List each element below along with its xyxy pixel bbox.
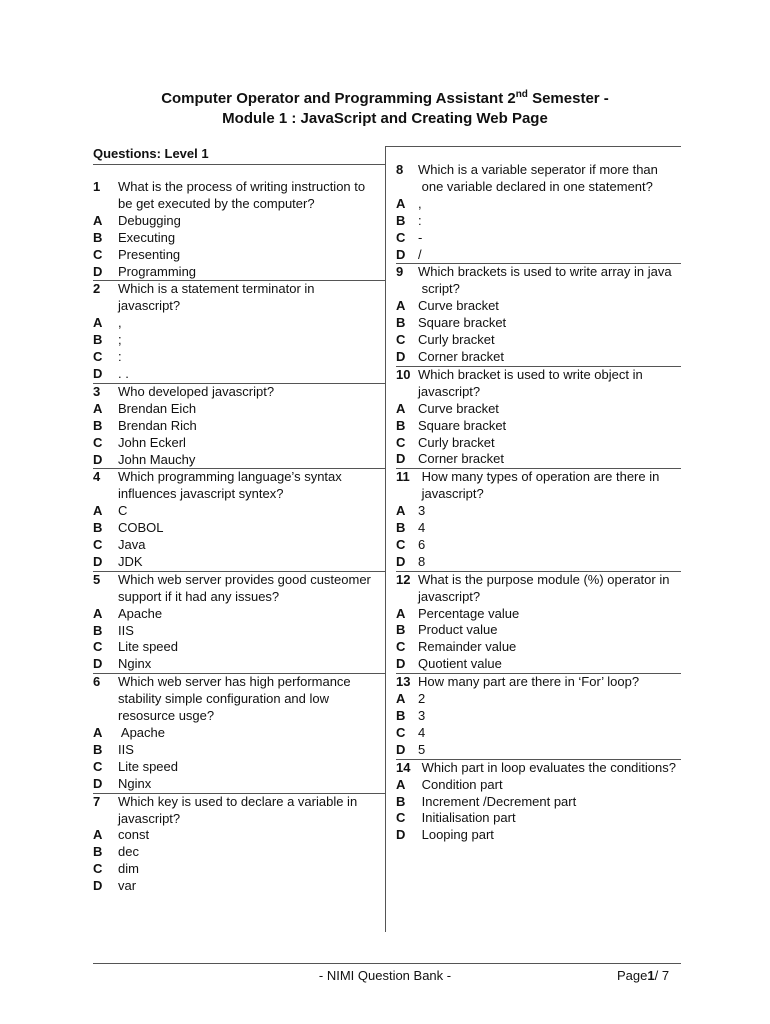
option-letter: B	[396, 708, 406, 723]
option-text: 3	[418, 503, 426, 519]
option-text: :	[118, 349, 122, 365]
answer-option	[396, 247, 681, 264]
question-text: one variable declared in one statement?	[418, 178, 653, 194]
footer-text: - NIMI Question Bank -	[318, 968, 452, 983]
question-number: 13	[396, 674, 411, 690]
option-text: Nginx	[118, 656, 152, 672]
option-text: 4	[418, 724, 426, 740]
question-number	[93, 811, 118, 828]
option-text: Nginx	[118, 775, 152, 791]
answer-option	[396, 520, 681, 537]
column-divider	[385, 146, 386, 932]
question-number	[93, 298, 118, 315]
option-letter: C	[93, 246, 103, 262]
option-text: Curly bracket	[418, 434, 495, 450]
question-text: How many part are there in ‘For’ loop?	[418, 674, 640, 690]
option-text: Corner bracket	[418, 348, 504, 364]
question-number: 14	[396, 759, 411, 775]
answer-option	[396, 349, 681, 366]
answer-option	[396, 810, 681, 827]
answer-option	[93, 776, 385, 793]
option-letter: A	[93, 827, 103, 843]
question-text: be get executed by the computer?	[118, 195, 315, 211]
option-letter: B	[93, 622, 103, 638]
option-letter: C	[93, 434, 103, 450]
question-text: stability simple configuration and low	[118, 691, 329, 707]
answer-option	[396, 639, 681, 656]
question-number: 7	[93, 793, 101, 809]
question-row	[396, 469, 681, 486]
option-letter: B	[396, 315, 406, 331]
option-letter: D	[396, 656, 406, 672]
option-letter: A	[396, 776, 406, 792]
answer-option	[93, 725, 385, 742]
option-text: Lite speed	[118, 639, 178, 655]
option-letter: D	[93, 553, 103, 569]
option-text: John Mauchy	[118, 451, 196, 467]
answer-option	[93, 366, 385, 383]
answer-option	[396, 418, 681, 435]
option-letter: D	[93, 263, 103, 279]
answer-option	[396, 196, 681, 213]
question-number	[93, 708, 118, 725]
option-letter: A	[396, 195, 406, 211]
option-letter: B	[396, 793, 406, 809]
option-text: Lite speed	[118, 758, 178, 774]
option-letter: A	[93, 605, 103, 621]
option-letter: A	[396, 691, 406, 707]
answer-option	[93, 247, 385, 264]
question-text: Which key is used to declare a variable in	[118, 793, 358, 809]
option-letter: C	[93, 537, 103, 553]
question-text: How many types of operation are there in	[418, 469, 660, 485]
option-letter: C	[396, 434, 406, 450]
question-number: 8	[396, 162, 404, 177]
option-text: Quotient value	[418, 656, 502, 672]
option-text: 8	[418, 553, 426, 569]
answer-option	[396, 827, 681, 844]
option-text: 6	[418, 536, 426, 552]
answer-option	[93, 878, 385, 895]
question-row	[396, 264, 681, 281]
option-letter: A	[93, 400, 103, 416]
question-text: support if it had any issues?	[118, 588, 280, 604]
option-text: IIS	[118, 622, 134, 638]
option-letter: A	[93, 212, 103, 228]
question-row	[93, 674, 385, 691]
question-number: 3	[93, 383, 101, 399]
option-text: John Eckerl	[118, 434, 186, 450]
question-block	[396, 263, 681, 365]
option-text: Brendan Rich	[118, 417, 197, 433]
option-letter: C	[396, 536, 406, 552]
option-letter: C	[93, 861, 103, 877]
option-text: Condition part	[418, 776, 503, 792]
question-block	[93, 793, 385, 895]
question-number: 1	[93, 179, 101, 194]
option-text: 5	[418, 741, 426, 757]
answer-option	[396, 656, 681, 673]
answer-option	[93, 656, 385, 673]
option-text: Initialisation part	[418, 810, 516, 826]
option-text: Looping part	[418, 827, 494, 843]
question-block	[93, 280, 385, 382]
answer-option	[396, 230, 681, 247]
question-row	[396, 179, 681, 196]
option-letter: D	[396, 246, 406, 262]
answer-option	[396, 435, 681, 452]
answer-option	[93, 742, 385, 759]
question-text: Which is a statement terminator in	[118, 281, 315, 297]
question-block	[93, 383, 385, 469]
option-text: Executing	[118, 229, 176, 245]
option-letter: C	[396, 810, 406, 826]
title-text: Computer Operator and Programming Assistant 2	[161, 90, 516, 107]
question-text: javascript?	[118, 810, 181, 826]
option-text: Apache	[118, 725, 165, 740]
option-letter: C	[396, 724, 406, 740]
option-text: ;	[118, 332, 122, 348]
option-letter: A	[396, 400, 406, 416]
option-text: Percentage value	[418, 605, 520, 621]
answer-option	[93, 418, 385, 435]
option-text: /	[418, 246, 422, 262]
answer-option	[93, 401, 385, 418]
question-text: Which bracket is used to write object in	[418, 366, 643, 382]
question-text: javascript?	[418, 588, 481, 604]
question-text: Which programming language’s syntax	[118, 469, 342, 485]
answer-option	[396, 777, 681, 794]
option-letter: D	[93, 775, 103, 791]
option-letter: B	[396, 622, 406, 638]
option-letter: B	[93, 741, 103, 757]
question-text: javascript?	[418, 486, 484, 502]
question-text: javascript?	[118, 298, 181, 314]
answer-option	[396, 708, 681, 725]
answer-option	[396, 213, 681, 230]
option-letter: B	[93, 844, 103, 860]
answer-option	[396, 298, 681, 315]
answer-option	[93, 435, 385, 452]
title-superscript: nd	[515, 89, 528, 100]
question-block	[93, 468, 385, 570]
question-row	[93, 196, 385, 213]
option-letter: A	[396, 298, 406, 314]
question-row	[93, 179, 385, 196]
answer-option	[93, 606, 385, 623]
question-row	[93, 811, 385, 828]
option-letter: D	[396, 451, 406, 467]
option-text: Square bracket	[418, 315, 507, 331]
answer-option	[93, 332, 385, 349]
question-text: Which brackets is used to write array in java	[418, 264, 672, 280]
answer-option	[93, 452, 385, 469]
question-block	[396, 162, 681, 263]
question-row	[93, 794, 385, 811]
answer-option	[396, 622, 681, 639]
option-letter: A	[93, 503, 103, 519]
option-letter: A	[93, 315, 103, 331]
question-block	[93, 673, 385, 792]
option-letter: D	[396, 348, 406, 364]
question-block	[396, 366, 681, 468]
answer-option	[93, 349, 385, 366]
option-text: Curve bracket	[418, 400, 499, 416]
answer-option	[396, 606, 681, 623]
page-number	[617, 968, 669, 983]
option-text: Presenting	[118, 246, 181, 262]
option-letter: C	[396, 229, 406, 245]
question-number	[93, 486, 118, 503]
answer-option	[93, 537, 385, 554]
option-letter: C	[396, 332, 406, 348]
question-number	[396, 281, 418, 298]
option-text: 2	[418, 691, 426, 707]
question-number	[396, 486, 418, 503]
question-number	[93, 589, 118, 606]
question-row	[93, 298, 385, 315]
option-letter: B	[396, 212, 406, 228]
answer-option	[93, 827, 385, 844]
answer-option	[93, 639, 385, 656]
option-letter: A	[396, 503, 406, 519]
question-text: Which web server provides good custeomer	[118, 571, 371, 587]
question-text: resosurce usge?	[118, 708, 215, 724]
question-number: 12	[396, 571, 411, 587]
option-letter: C	[93, 639, 103, 655]
page-current: 1	[647, 968, 655, 983]
question-number: 4	[93, 469, 101, 485]
answer-option	[93, 264, 385, 281]
question-text: What is the purpose module (%) operator in	[418, 571, 670, 587]
option-letter: D	[396, 741, 406, 757]
question-text: Which part in loop evaluates the conditions?	[418, 759, 676, 775]
answer-option	[396, 742, 681, 759]
question-row	[396, 486, 681, 503]
question-text: What is the process of writing instruction to	[118, 179, 366, 194]
option-text: Increment /Decrement part	[418, 793, 577, 809]
question-number	[396, 179, 418, 196]
option-letter: D	[93, 878, 103, 894]
option-text: Curve bracket	[418, 298, 499, 314]
option-text: dim	[118, 861, 139, 877]
answer-option	[93, 623, 385, 640]
question-number: 11	[396, 469, 410, 485]
option-text: C	[118, 503, 128, 519]
option-text: ,	[118, 315, 122, 331]
footer-rule	[93, 963, 681, 964]
option-letter: D	[396, 553, 406, 569]
question-number	[396, 384, 418, 401]
option-letter: D	[396, 827, 406, 843]
question-row	[93, 281, 385, 298]
question-row	[396, 281, 681, 298]
option-letter: B	[93, 332, 103, 348]
option-text: Square bracket	[418, 417, 507, 433]
option-text: . .	[118, 365, 129, 381]
question-row	[93, 469, 385, 486]
answer-option	[93, 554, 385, 571]
page-title	[0, 88, 770, 110]
option-text: Curly bracket	[418, 332, 495, 348]
option-text: IIS	[118, 741, 134, 757]
option-text: Debugging	[118, 212, 181, 228]
question-row	[396, 162, 681, 179]
answer-option	[396, 401, 681, 418]
answer-option	[93, 861, 385, 878]
option-letter: B	[396, 417, 406, 433]
option-text: Java	[118, 537, 146, 553]
question-block	[93, 571, 385, 673]
answer-option	[396, 725, 681, 742]
answer-option	[93, 844, 385, 861]
option-text: 4	[418, 520, 426, 536]
answer-option	[396, 451, 681, 468]
question-row	[93, 384, 385, 401]
answer-option	[396, 537, 681, 554]
question-number: 2	[93, 281, 101, 297]
question-text: script?	[418, 281, 460, 297]
question-row	[396, 760, 681, 777]
question-row	[396, 572, 681, 589]
title-text-end: Semester -	[527, 90, 609, 107]
question-row	[93, 708, 385, 725]
option-letter: D	[93, 365, 103, 381]
question-block	[396, 571, 681, 673]
answer-option	[396, 315, 681, 332]
top-rule	[93, 164, 385, 165]
question-text: Which is a variable seperator if more than	[418, 162, 658, 177]
answer-option	[93, 315, 385, 332]
question-text: Who developed javascript?	[118, 383, 275, 399]
question-text: influences javascript syntex?	[118, 486, 284, 502]
question-block	[396, 673, 681, 759]
question-number	[93, 691, 118, 708]
option-letter: A	[93, 725, 103, 740]
question-number: 10	[396, 366, 411, 382]
option-text: var	[118, 878, 137, 894]
answer-option	[93, 520, 385, 537]
question-number: 6	[93, 674, 101, 690]
option-letter: C	[396, 639, 406, 655]
option-letter: B	[93, 520, 103, 536]
answer-option	[93, 759, 385, 776]
left-column	[93, 179, 385, 895]
option-letter: A	[396, 605, 406, 621]
question-block	[396, 468, 681, 570]
question-text: javascript?	[418, 383, 481, 399]
question-block	[93, 179, 385, 280]
option-text: Remainder value	[418, 639, 517, 655]
page-subtitle: Module 1 : JavaScript and Creating Web Page	[222, 110, 548, 127]
question-row	[93, 691, 385, 708]
option-letter: C	[93, 349, 103, 365]
question-number: 9	[396, 264, 404, 280]
question-text: Which web server has high performance	[118, 674, 351, 690]
option-text: JDK	[118, 553, 143, 569]
top-rule-right	[385, 146, 681, 147]
right-column	[396, 162, 681, 844]
option-text: dec	[118, 844, 139, 860]
question-row	[396, 367, 681, 384]
question-row	[93, 589, 385, 606]
answer-option	[396, 691, 681, 708]
option-text: :	[418, 212, 422, 228]
option-text: Brendan Eich	[118, 400, 197, 416]
option-text: Programming	[118, 263, 197, 279]
question-number	[93, 196, 118, 213]
option-text: 3	[418, 708, 426, 723]
option-text: -	[418, 229, 423, 245]
option-text: Apache	[118, 605, 163, 621]
option-text: const	[118, 827, 150, 843]
answer-option	[93, 503, 385, 520]
page-label: Page	[617, 968, 648, 983]
question-row	[396, 674, 681, 691]
answer-option	[396, 554, 681, 571]
question-row	[93, 486, 385, 503]
option-text: Product value	[418, 622, 498, 638]
option-letter: B	[396, 520, 406, 536]
option-text: ,	[418, 195, 422, 211]
option-letter: B	[93, 229, 103, 245]
option-text: Corner bracket	[418, 451, 504, 467]
option-letter: B	[93, 417, 103, 433]
option-letter: D	[93, 451, 103, 467]
answer-option	[396, 503, 681, 520]
question-row	[396, 384, 681, 401]
answer-option	[93, 213, 385, 230]
answer-option	[396, 794, 681, 811]
option-letter: D	[93, 656, 103, 672]
question-number: 5	[93, 571, 101, 587]
question-row	[93, 572, 385, 589]
answer-option	[396, 332, 681, 349]
option-letter: C	[93, 758, 103, 774]
question-number	[396, 589, 418, 606]
page-total: / 7	[654, 968, 670, 983]
level-heading: Questions: Level 1	[93, 146, 209, 161]
question-block	[396, 759, 681, 845]
option-text: COBOL	[118, 520, 164, 536]
question-row	[396, 589, 681, 606]
answer-option	[93, 230, 385, 247]
